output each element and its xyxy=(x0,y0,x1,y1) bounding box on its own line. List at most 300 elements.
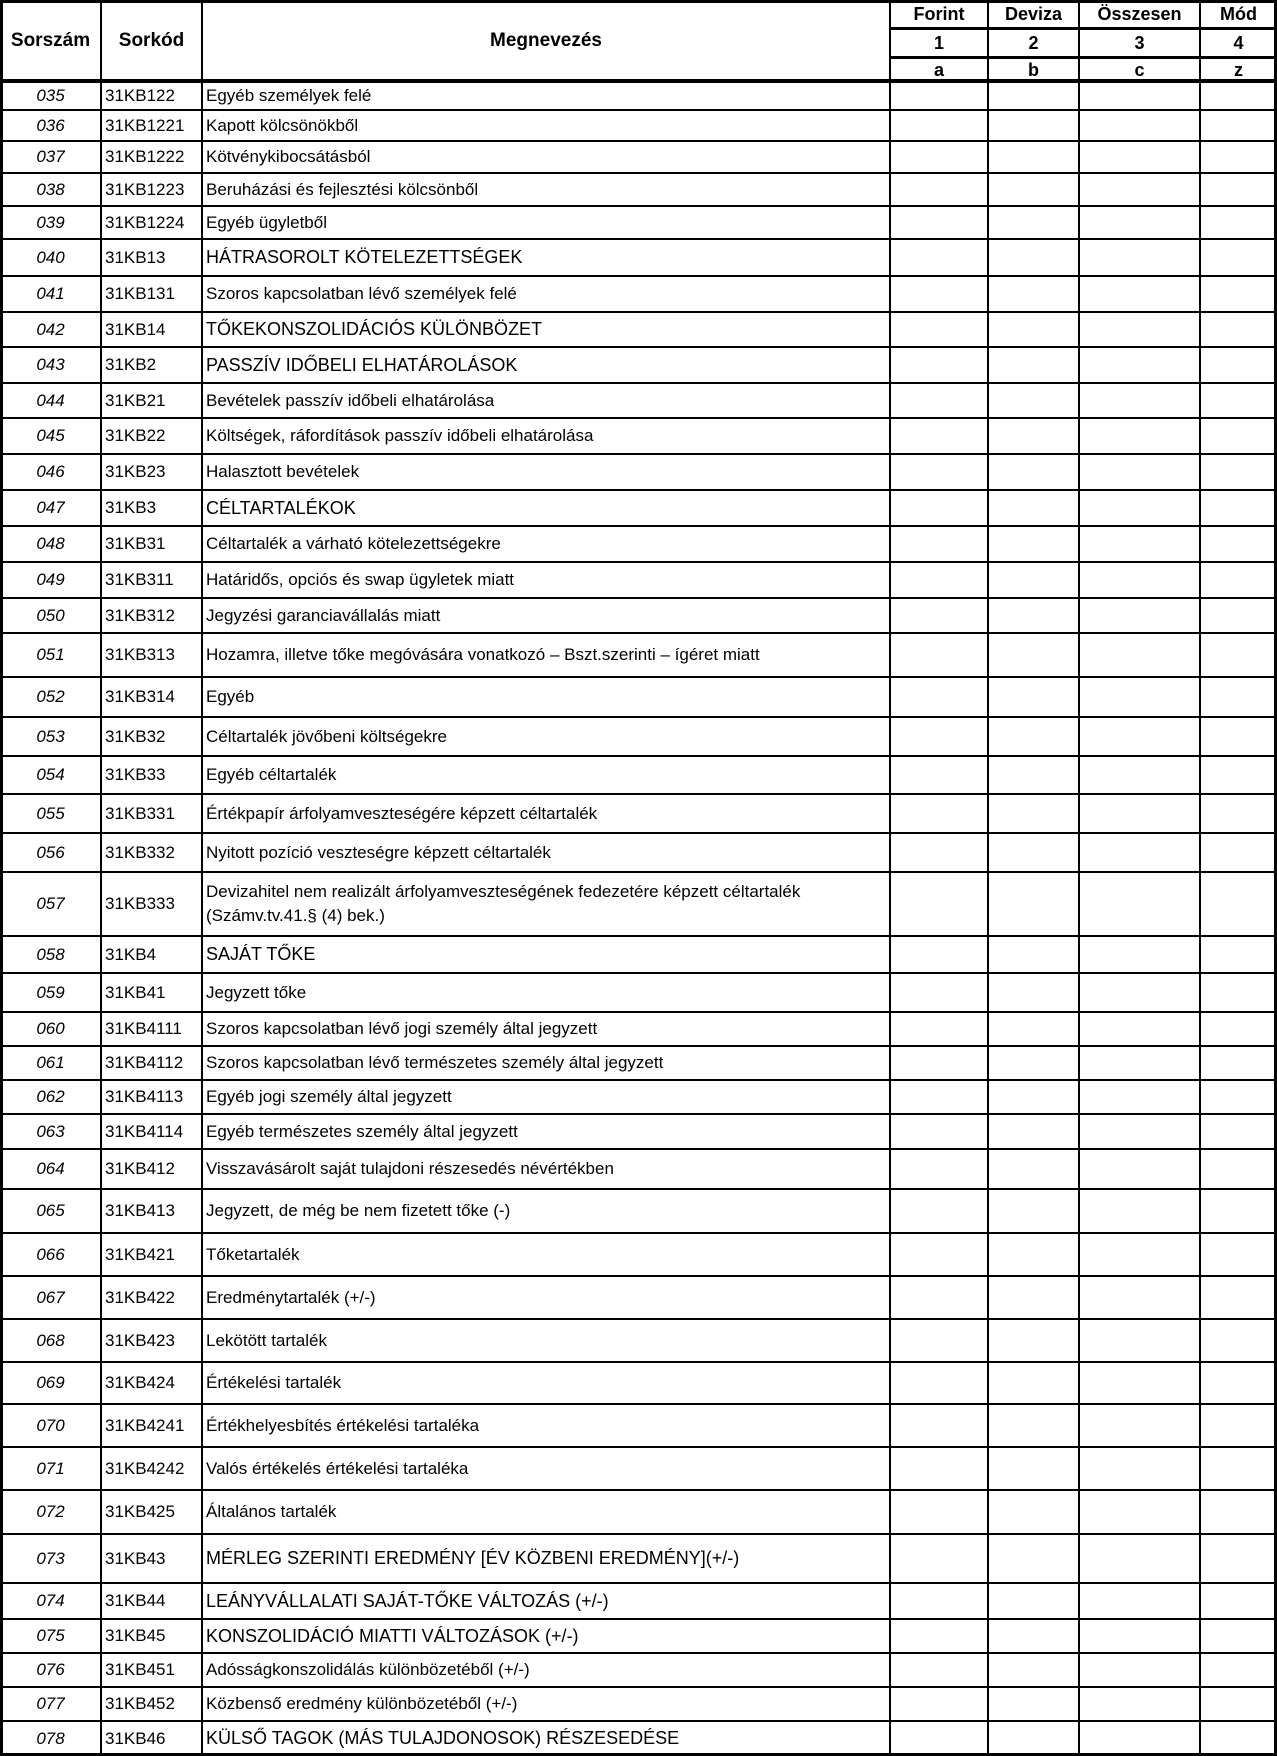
value-input-cell[interactable] xyxy=(988,973,1079,1012)
header-col-number: 1 xyxy=(933,33,944,53)
value-input-cell[interactable] xyxy=(1079,141,1200,173)
row-sorkod: 31KB313 xyxy=(105,645,175,664)
row-sorszam: 047 xyxy=(36,498,65,517)
grid-line xyxy=(890,56,1277,59)
value-input-cell[interactable] xyxy=(890,794,988,833)
value-input-cell[interactable] xyxy=(988,1583,1079,1619)
value-input-cell[interactable] xyxy=(1200,1653,1277,1687)
value-input-cell[interactable] xyxy=(890,454,988,490)
row-megnevezes: Valós értékelés értékelési tartaléka xyxy=(206,1458,469,1478)
value-input-cell[interactable] xyxy=(890,110,988,141)
value-input-cell[interactable] xyxy=(988,1490,1079,1534)
grid-line xyxy=(0,1446,1277,1448)
row-sorkod: 31KB43 xyxy=(105,1548,166,1568)
header-col-letter: a xyxy=(933,59,944,80)
value-input-cell[interactable] xyxy=(988,1362,1079,1404)
value-input-cell[interactable] xyxy=(1200,347,1277,383)
value-input-cell[interactable] xyxy=(1200,756,1277,794)
grid-line xyxy=(987,0,989,1756)
value-input-cell[interactable] xyxy=(1079,1687,1200,1721)
value-input-cell[interactable] xyxy=(890,1447,988,1490)
value-input-cell[interactable] xyxy=(988,598,1079,633)
value-input-cell[interactable] xyxy=(890,1721,988,1756)
row-megnevezes: KONSZOLIDÁCIÓ MIATTI VÁLTOZÁSOK (+/-) xyxy=(206,1625,579,1646)
value-input-cell[interactable] xyxy=(1079,1619,1200,1653)
row-sorkod: 31KB44 xyxy=(105,1591,166,1610)
row-sorszam: 061 xyxy=(36,1053,65,1072)
grid-line xyxy=(889,0,891,1756)
value-input-cell[interactable] xyxy=(890,383,988,418)
row-megnevezes: Közbenső eredmény különbözetéből (+/-) xyxy=(206,1694,518,1713)
value-input-cell[interactable] xyxy=(1079,1490,1200,1534)
grid-line xyxy=(1199,0,1201,1756)
grid-line xyxy=(0,1318,1277,1320)
row-megnevezes: Határidős, opciós és swap ügyletek miatt xyxy=(206,570,515,589)
grid-line xyxy=(0,275,1277,277)
value-input-cell[interactable] xyxy=(1079,973,1200,1012)
value-input-cell[interactable] xyxy=(1079,312,1200,347)
value-input-cell[interactable] xyxy=(988,756,1079,794)
row-sorkod: 31KB4112 xyxy=(105,1053,184,1072)
row-megnevezes: Halasztott bevételek xyxy=(206,462,360,481)
row-megnevezes: Értékelési tartalék xyxy=(206,1373,342,1392)
value-input-cell[interactable] xyxy=(988,110,1079,141)
row-sorkod: 31KB46 xyxy=(105,1728,166,1748)
row-sorszam: 072 xyxy=(36,1502,65,1521)
value-input-cell[interactable] xyxy=(1079,1404,1200,1447)
row-sorszam: 035 xyxy=(36,86,65,105)
value-input-cell[interactable] xyxy=(1200,598,1277,633)
grid-line xyxy=(0,1533,1277,1535)
value-input-cell[interactable] xyxy=(1079,936,1200,973)
value-input-cell[interactable] xyxy=(988,141,1079,173)
row-megnevezes: Értékpapír árfolyamveszteségére képzett céltartalék xyxy=(206,803,598,823)
value-input-cell[interactable] xyxy=(1079,717,1200,756)
value-input-cell[interactable] xyxy=(1200,1276,1277,1319)
value-input-cell[interactable] xyxy=(890,1362,988,1404)
row-sorkod: 31KB452 xyxy=(105,1694,175,1713)
value-input-cell[interactable] xyxy=(988,1619,1079,1653)
value-input-cell[interactable] xyxy=(988,1276,1079,1319)
value-input-cell[interactable] xyxy=(890,276,988,312)
value-input-cell[interactable] xyxy=(988,1080,1079,1114)
value-input-cell[interactable] xyxy=(988,312,1079,347)
value-input-cell[interactable] xyxy=(1200,717,1277,756)
grid-line xyxy=(0,935,1277,937)
value-input-cell[interactable] xyxy=(1200,1721,1277,1756)
value-input-cell[interactable] xyxy=(1200,1490,1277,1534)
value-input-cell[interactable] xyxy=(1079,239,1200,276)
grid-line xyxy=(0,1720,1277,1722)
grid-line xyxy=(0,0,1277,3)
value-input-cell[interactable] xyxy=(1079,347,1200,383)
value-input-cell[interactable] xyxy=(890,82,988,110)
value-input-cell[interactable] xyxy=(890,1189,988,1233)
value-input-cell[interactable] xyxy=(1200,110,1277,141)
row-sorkod: 31KB311 xyxy=(105,570,174,589)
grid-line xyxy=(100,0,102,1756)
value-input-cell[interactable] xyxy=(1200,1319,1277,1362)
value-input-cell[interactable] xyxy=(1079,872,1200,936)
row-megnevezes: Eredménytartalék (+/-) xyxy=(206,1287,376,1307)
value-input-cell[interactable] xyxy=(1200,1447,1277,1490)
grid-line xyxy=(0,1361,1277,1363)
row-megnevezes: Devizahitel nem realizált árfolyamveszteségének fedezetére képzett céltartalék (Számv.tv.41.§ (4) bek.) xyxy=(206,882,801,925)
row-megnevezes: LEÁNYVÁLLALATI SAJÁT-TŐKE VÁLTOZÁS (+/-) xyxy=(206,1590,609,1611)
header-col-number: 4 xyxy=(1233,33,1244,53)
value-input-cell[interactable] xyxy=(1200,1534,1277,1583)
value-input-cell[interactable] xyxy=(1079,677,1200,717)
value-input-cell[interactable] xyxy=(988,1534,1079,1583)
row-sorszam: 060 xyxy=(36,1019,65,1038)
row-sorszam: 040 xyxy=(36,247,65,267)
grid-line xyxy=(0,1582,1277,1584)
value-input-cell[interactable] xyxy=(1200,1362,1277,1404)
value-input-cell[interactable] xyxy=(1079,562,1200,598)
value-input-cell[interactable] xyxy=(890,206,988,239)
row-megnevezes: Szoros kapcsolatban lévő természetes személy által jegyzett xyxy=(206,1053,664,1072)
value-input-cell[interactable] xyxy=(1200,454,1277,490)
value-input-cell[interactable] xyxy=(890,598,988,633)
row-sorkod: 31KB4241 xyxy=(105,1415,185,1435)
value-input-cell[interactable] xyxy=(988,490,1079,526)
value-input-cell[interactable] xyxy=(988,677,1079,717)
value-input-cell[interactable] xyxy=(1079,276,1200,312)
row-megnevezes: Egyéb xyxy=(206,687,255,706)
grid-line xyxy=(1078,0,1080,1756)
value-input-cell[interactable] xyxy=(1079,1362,1200,1404)
value-input-cell[interactable] xyxy=(890,1619,988,1653)
value-input-cell[interactable] xyxy=(890,1046,988,1080)
value-input-cell[interactable] xyxy=(988,1012,1079,1046)
grid-line xyxy=(0,871,1277,873)
row-megnevezes: Jegyzett tőke xyxy=(206,982,307,1002)
row-sorszam: 044 xyxy=(36,390,65,410)
value-input-cell[interactable] xyxy=(890,1319,988,1362)
row-megnevezes: Költségek, ráfordítások passzív időbeli elhatárolása xyxy=(206,426,594,445)
value-input-cell[interactable] xyxy=(890,936,988,973)
grid-line xyxy=(0,1232,1277,1234)
value-input-cell[interactable] xyxy=(890,1012,988,1046)
value-input-cell[interactable] xyxy=(988,717,1079,756)
value-input-cell[interactable] xyxy=(988,347,1079,383)
value-input-cell[interactable] xyxy=(988,1046,1079,1080)
value-input-cell[interactable] xyxy=(1200,239,1277,276)
value-input-cell[interactable] xyxy=(1079,1447,1200,1490)
value-input-cell[interactable] xyxy=(1200,1687,1277,1721)
row-megnevezes: Egyéb természetes személy által jegyzett xyxy=(206,1121,518,1141)
row-sorszam: 063 xyxy=(36,1121,65,1141)
row-sorkod: 31KB23 xyxy=(105,462,166,481)
value-input-cell[interactable] xyxy=(988,1687,1079,1721)
value-input-cell[interactable] xyxy=(1200,1046,1277,1080)
grid-line xyxy=(0,1045,1277,1047)
value-input-cell[interactable] xyxy=(1200,633,1277,677)
value-input-cell[interactable] xyxy=(1079,1721,1200,1756)
value-input-cell[interactable] xyxy=(1079,526,1200,562)
value-input-cell[interactable] xyxy=(1079,1012,1200,1046)
value-input-cell[interactable] xyxy=(988,1233,1079,1276)
value-input-cell[interactable] xyxy=(1200,276,1277,312)
value-input-cell[interactable] xyxy=(890,490,988,526)
value-input-cell[interactable] xyxy=(988,562,1079,598)
row-megnevezes: Visszavásárolt saját tulajdoni részesedés névértékben xyxy=(206,1159,614,1178)
row-megnevezes: Lekötött tartalék xyxy=(206,1330,327,1350)
row-sorkod: 31KB422 xyxy=(105,1287,175,1307)
row-sorszam: 053 xyxy=(36,726,65,746)
value-input-cell[interactable] xyxy=(890,1114,988,1149)
value-input-cell[interactable] xyxy=(890,239,988,276)
value-input-cell[interactable] xyxy=(1079,418,1200,454)
value-input-cell[interactable] xyxy=(1200,936,1277,973)
row-sorszam: 078 xyxy=(36,1728,65,1748)
row-sorkod: 31KB312 xyxy=(105,605,175,625)
value-input-cell[interactable] xyxy=(1079,82,1200,110)
row-sorszam: 069 xyxy=(36,1373,65,1392)
grid-line xyxy=(0,311,1277,313)
grid-line xyxy=(0,346,1277,348)
grid-line xyxy=(0,1652,1277,1654)
value-input-cell[interactable] xyxy=(988,872,1079,936)
value-input-cell[interactable] xyxy=(890,418,988,454)
value-input-cell[interactable] xyxy=(988,1721,1079,1756)
value-input-cell[interactable] xyxy=(988,1149,1079,1189)
value-input-cell[interactable] xyxy=(1200,1189,1277,1233)
header-megnevezes: Megnevezés xyxy=(490,30,602,51)
row-sorkod: 31KB425 xyxy=(105,1502,175,1521)
grid-line xyxy=(0,1403,1277,1405)
row-sorkod: 31KB451 xyxy=(105,1660,175,1679)
row-sorszam: 070 xyxy=(36,1415,65,1435)
value-input-cell[interactable] xyxy=(890,1534,988,1583)
value-input-cell[interactable] xyxy=(890,872,988,936)
value-input-cell[interactable] xyxy=(890,833,988,872)
row-sorszam: 057 xyxy=(36,894,65,913)
value-input-cell[interactable] xyxy=(1079,454,1200,490)
row-megnevezes: Jegyzett, de még be nem fizetett tőke (-) xyxy=(206,1201,511,1220)
value-input-cell[interactable] xyxy=(890,1233,988,1276)
value-input-cell[interactable] xyxy=(988,526,1079,562)
row-sorkod: 31KB2 xyxy=(105,355,157,374)
grid-line xyxy=(0,238,1277,240)
value-input-cell[interactable] xyxy=(988,82,1079,110)
row-sorszam: 054 xyxy=(36,765,65,784)
value-input-cell[interactable] xyxy=(1200,973,1277,1012)
grid-line xyxy=(0,417,1277,419)
value-input-cell[interactable] xyxy=(988,1319,1079,1362)
value-input-cell[interactable] xyxy=(890,1404,988,1447)
value-input-cell[interactable] xyxy=(1200,1583,1277,1619)
value-input-cell[interactable] xyxy=(1200,1619,1277,1653)
value-input-cell[interactable] xyxy=(890,756,988,794)
row-megnevezes: CÉLTARTALÉKOK xyxy=(206,497,356,518)
value-input-cell[interactable] xyxy=(1079,1080,1200,1114)
header-col-number: 3 xyxy=(1134,33,1145,53)
header-col-letter: b xyxy=(1028,59,1039,80)
value-input-cell[interactable] xyxy=(1079,833,1200,872)
row-megnevezes: Hozamra, illetve tőke megóvására vonatkozó – Bszt.szerinti – ígéret miatt xyxy=(206,645,760,664)
value-input-cell[interactable] xyxy=(988,1447,1079,1490)
grid-line xyxy=(0,597,1277,599)
value-input-cell[interactable] xyxy=(1200,677,1277,717)
row-megnevezes: Kötvénykibocsátásból xyxy=(206,147,371,166)
value-input-cell[interactable] xyxy=(890,562,988,598)
row-sorszam: 055 xyxy=(36,803,65,823)
value-input-cell[interactable] xyxy=(1200,833,1277,872)
value-input-cell[interactable] xyxy=(1079,794,1200,833)
value-input-cell[interactable] xyxy=(1200,872,1277,936)
row-sorszam: 064 xyxy=(36,1159,65,1178)
value-input-cell[interactable] xyxy=(988,383,1079,418)
value-input-cell[interactable] xyxy=(988,1653,1079,1687)
row-megnevezes: Szoros kapcsolatban lévő jogi személy által jegyzett xyxy=(206,1019,598,1038)
grid-line xyxy=(0,140,1277,142)
grid-line xyxy=(890,27,1277,30)
row-sorszam: 036 xyxy=(36,115,65,135)
value-input-cell[interactable] xyxy=(988,1114,1079,1149)
row-megnevezes: Adósságkonszolidálás különbözetéből (+/-) xyxy=(206,1660,530,1679)
value-input-cell[interactable] xyxy=(890,1149,988,1189)
value-input-cell[interactable] xyxy=(1200,490,1277,526)
value-input-cell[interactable] xyxy=(890,1687,988,1721)
row-sorkod: 31KB3 xyxy=(105,498,157,517)
value-input-cell[interactable] xyxy=(1200,562,1277,598)
value-input-cell[interactable] xyxy=(1079,1046,1200,1080)
value-input-cell[interactable] xyxy=(890,173,988,206)
value-input-cell[interactable] xyxy=(1079,383,1200,418)
row-sorkod: 31KB4242 xyxy=(105,1458,185,1478)
value-input-cell[interactable] xyxy=(1079,1583,1200,1619)
value-input-cell[interactable] xyxy=(890,347,988,383)
row-sorszam: 042 xyxy=(36,319,65,339)
row-sorkod: 31KB333 xyxy=(105,894,175,913)
value-input-cell[interactable] xyxy=(890,1490,988,1534)
grid-line xyxy=(0,1113,1277,1115)
grid-line xyxy=(0,1618,1277,1620)
row-megnevezes: Értékhelyesbítés értékelési tartaléka xyxy=(206,1415,480,1435)
grid-line xyxy=(0,632,1277,634)
grid-line xyxy=(0,755,1277,757)
value-input-cell[interactable] xyxy=(1200,312,1277,347)
value-input-cell[interactable] xyxy=(890,1080,988,1114)
value-input-cell[interactable] xyxy=(1200,1080,1277,1114)
value-input-cell[interactable] xyxy=(988,633,1079,677)
value-input-cell[interactable] xyxy=(988,173,1079,206)
value-input-cell[interactable] xyxy=(1200,82,1277,110)
value-input-cell[interactable] xyxy=(890,633,988,677)
value-input-cell[interactable] xyxy=(890,1653,988,1687)
header-col-number: 2 xyxy=(1028,33,1039,53)
value-input-cell[interactable] xyxy=(1079,1189,1200,1233)
value-input-cell[interactable] xyxy=(1079,1149,1200,1189)
value-input-cell[interactable] xyxy=(1079,110,1200,141)
row-sorkod: 31KB423 xyxy=(105,1330,175,1350)
value-input-cell[interactable] xyxy=(1200,206,1277,239)
value-input-cell[interactable] xyxy=(1079,490,1200,526)
value-input-cell[interactable] xyxy=(1079,173,1200,206)
value-input-cell[interactable] xyxy=(1200,383,1277,418)
row-sorszam: 043 xyxy=(36,355,65,374)
row-sorkod: 31KB412 xyxy=(105,1159,175,1178)
row-sorszam: 049 xyxy=(36,570,65,589)
value-input-cell[interactable] xyxy=(1079,1233,1200,1276)
value-input-cell[interactable] xyxy=(1200,1012,1277,1046)
value-input-cell[interactable] xyxy=(1200,1114,1277,1149)
value-input-cell[interactable] xyxy=(988,1404,1079,1447)
grid-line xyxy=(0,972,1277,974)
row-sorszam: 068 xyxy=(36,1330,65,1350)
value-input-cell[interactable] xyxy=(988,454,1079,490)
row-sorkod: 31KB21 xyxy=(105,390,166,410)
value-input-cell[interactable] xyxy=(890,141,988,173)
value-input-cell[interactable] xyxy=(1200,1404,1277,1447)
value-input-cell[interactable] xyxy=(988,276,1079,312)
row-sorszam: 075 xyxy=(36,1626,65,1645)
grid-line xyxy=(0,1011,1277,1013)
row-megnevezes: Egyéb céltartalék xyxy=(206,765,337,784)
header-col-title: Deviza xyxy=(1004,4,1063,24)
value-input-cell[interactable] xyxy=(890,526,988,562)
row-sorkod: 31KB332 xyxy=(105,842,175,862)
row-sorkod: 31KB41 xyxy=(105,982,166,1002)
value-input-cell[interactable] xyxy=(988,418,1079,454)
value-input-cell[interactable] xyxy=(1079,1319,1200,1362)
value-input-cell[interactable] xyxy=(1079,1534,1200,1583)
grid-line xyxy=(0,79,1277,83)
row-megnevezes: Egyéb jogi személy által jegyzett xyxy=(206,1087,452,1106)
row-sorkod: 31KB424 xyxy=(105,1373,175,1392)
row-megnevezes: SAJÁT TŐKE xyxy=(206,944,316,964)
row-sorkod: 31KB32 xyxy=(105,726,166,746)
value-input-cell[interactable] xyxy=(1200,794,1277,833)
value-input-cell[interactable] xyxy=(988,1189,1079,1233)
value-input-cell[interactable] xyxy=(890,1276,988,1319)
grid-line xyxy=(0,0,3,1756)
value-input-cell[interactable] xyxy=(1079,598,1200,633)
value-input-cell[interactable] xyxy=(890,717,988,756)
row-sorszam: 076 xyxy=(36,1660,65,1679)
value-input-cell[interactable] xyxy=(890,973,988,1012)
value-input-cell[interactable] xyxy=(988,239,1079,276)
value-input-cell[interactable] xyxy=(1079,1276,1200,1319)
value-input-cell[interactable] xyxy=(1079,1653,1200,1687)
value-input-cell[interactable] xyxy=(890,312,988,347)
row-sorszam: 051 xyxy=(36,645,65,664)
row-sorszam: 046 xyxy=(36,462,65,481)
value-input-cell[interactable] xyxy=(1200,526,1277,562)
row-megnevezes: TŐKEKONSZOLIDÁCIÓS KÜLÖNBÖZET xyxy=(206,319,543,339)
value-input-cell[interactable] xyxy=(988,833,1079,872)
row-megnevezes: Tőketartalék xyxy=(206,1244,300,1264)
value-input-cell[interactable] xyxy=(1079,756,1200,794)
value-input-cell[interactable] xyxy=(1200,141,1277,173)
value-input-cell[interactable] xyxy=(988,794,1079,833)
value-input-cell[interactable] xyxy=(1200,173,1277,206)
value-input-cell[interactable] xyxy=(890,677,988,717)
row-sorkod: 31KB413 xyxy=(105,1201,175,1220)
row-sorkod: 31KB4114 xyxy=(105,1121,184,1141)
value-input-cell[interactable] xyxy=(988,206,1079,239)
value-input-cell[interactable] xyxy=(988,936,1079,973)
value-input-cell[interactable] xyxy=(1079,206,1200,239)
grid-line xyxy=(0,1489,1277,1491)
value-input-cell[interactable] xyxy=(890,1583,988,1619)
value-input-cell[interactable] xyxy=(1200,1149,1277,1189)
value-input-cell[interactable] xyxy=(1079,633,1200,677)
value-input-cell[interactable] xyxy=(1200,418,1277,454)
value-input-cell[interactable] xyxy=(1079,1114,1200,1149)
value-input-cell[interactable] xyxy=(1200,1233,1277,1276)
